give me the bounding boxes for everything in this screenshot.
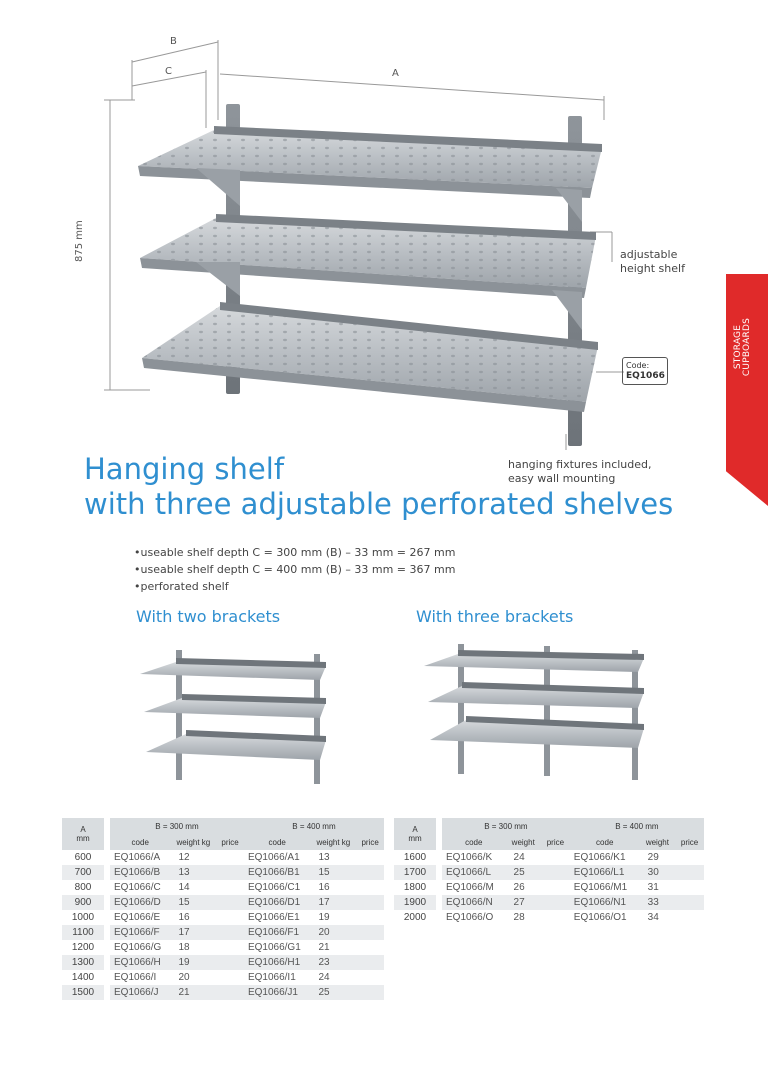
- price-header: price: [216, 835, 244, 850]
- row-weight-300: 19: [170, 955, 216, 970]
- code-header: code: [110, 835, 170, 850]
- table-row: [394, 895, 704, 910]
- row-weight-300: 21: [170, 985, 216, 1000]
- table-row: [394, 865, 704, 880]
- row-length: 1300: [62, 955, 104, 970]
- table-row: [394, 910, 704, 925]
- row-code-300: EQ1066/N: [442, 895, 506, 910]
- row-code-300: EQ1066/K: [446, 852, 493, 863]
- row-price-400: [356, 970, 384, 985]
- row-length: 1800: [403, 882, 427, 893]
- row-price-400: [356, 895, 384, 910]
- row-length: 1400: [71, 972, 95, 983]
- row-price-300: [216, 850, 244, 865]
- table-row: [394, 850, 704, 865]
- row-code-300: EQ1066/H: [110, 955, 170, 970]
- three-brackets-image: [422, 640, 654, 790]
- row-code-300: EQ1066/G: [114, 942, 162, 953]
- price-header: price: [675, 835, 704, 850]
- row-code-300: EQ1066/E: [114, 912, 161, 923]
- row-weight-300: 14: [178, 882, 190, 893]
- row-price-300: [216, 865, 244, 880]
- dimension-b-label: B: [170, 36, 177, 47]
- row-weight-400: 17: [310, 895, 356, 910]
- col-a-header: A mm: [62, 818, 104, 850]
- row-weight-300: 24: [513, 852, 525, 863]
- row-code-300: EQ1066/B: [110, 865, 170, 880]
- row-weight-400: 21: [318, 942, 330, 953]
- row-length: 700: [62, 865, 104, 880]
- row-weight-400: 29: [647, 852, 659, 863]
- row-code-300: EQ1066/F: [110, 925, 170, 940]
- row-weight-300: 15: [170, 895, 216, 910]
- spec-table-right: [394, 818, 704, 925]
- row-length: 1100: [62, 925, 104, 940]
- row-length: 800: [74, 882, 92, 893]
- code-header: code: [442, 835, 506, 850]
- row-code-300: EQ1066/C: [114, 882, 161, 893]
- feature-item: • perforated shelf: [134, 578, 455, 595]
- table-row: [62, 955, 384, 970]
- row-code-300: EQ1066/J: [110, 985, 170, 1000]
- price-header: price: [541, 835, 570, 850]
- row-price-300: [541, 910, 570, 925]
- weight-header: weight: [640, 835, 675, 850]
- row-code-300: EQ1066/A: [114, 852, 161, 863]
- row-price-300: [216, 895, 244, 910]
- row-length: 600: [74, 852, 92, 863]
- row-price-400: [675, 895, 704, 910]
- row-weight-300: 28: [513, 912, 525, 923]
- two-brackets-image: [136, 640, 336, 790]
- row-price-300: [216, 955, 244, 970]
- row-price-400: [356, 925, 384, 940]
- row-price-400: [356, 940, 384, 955]
- table-row: [394, 880, 704, 895]
- row-code-400: EQ1066/O1: [573, 912, 627, 923]
- price-header: price: [356, 835, 384, 850]
- row-price-300: [216, 880, 244, 895]
- row-length: 1700: [394, 865, 436, 880]
- row-code-300: EQ1066/D: [110, 895, 170, 910]
- row-weight-300: 13: [170, 865, 216, 880]
- shelf-diagram: [0, 0, 700, 450]
- row-code-400: EQ1066/G1: [247, 942, 301, 953]
- row-price-300: [216, 910, 244, 925]
- table-row: [62, 880, 384, 895]
- table-row: [62, 925, 384, 940]
- callout-adjustable: adjustable height shelf: [620, 248, 685, 275]
- table-row: [62, 865, 384, 880]
- b400-header: B = 400 mm: [244, 818, 384, 835]
- weight-header: weight: [506, 835, 541, 850]
- row-weight-400: 33: [640, 895, 675, 910]
- row-price-400: [356, 955, 384, 970]
- row-length: 2000: [403, 912, 427, 923]
- row-price-400: [356, 865, 384, 880]
- row-weight-400: 20: [310, 925, 356, 940]
- row-weight-400: 30: [640, 865, 675, 880]
- row-code-400: EQ1066/F1: [244, 925, 311, 940]
- row-price-300: [216, 925, 244, 940]
- row-weight-400: 13: [318, 852, 330, 863]
- row-length: 1500: [62, 985, 104, 1000]
- row-code-300: EQ1066/I: [114, 972, 157, 983]
- row-weight-400: 15: [310, 865, 356, 880]
- row-weight-300: 20: [178, 972, 190, 983]
- row-price-400: [356, 850, 384, 865]
- feature-item: • useable shelf depth C = 300 mm (B) – 33 mm = 267 mm: [134, 544, 455, 561]
- row-weight-400: 24: [318, 972, 330, 983]
- dimension-height-label: 875 mm: [74, 220, 85, 262]
- spec-table-left: [62, 818, 384, 1000]
- code-header: code: [570, 835, 640, 850]
- row-weight-300: 27: [506, 895, 541, 910]
- row-code-400: EQ1066/B1: [244, 865, 311, 880]
- row-weight-400: 16: [318, 882, 330, 893]
- weight-header: weight kg: [170, 835, 216, 850]
- weight-header: weight kg: [310, 835, 356, 850]
- row-weight-400: 19: [318, 912, 330, 923]
- row-code-400: EQ1066/L1: [570, 865, 640, 880]
- row-length: 1200: [71, 942, 95, 953]
- row-code-400: EQ1066/J1: [244, 985, 311, 1000]
- table-row: [62, 985, 384, 1000]
- table-row: [62, 895, 384, 910]
- row-code-400: EQ1066/I1: [247, 972, 296, 983]
- row-price-400: [675, 910, 704, 925]
- row-code-400: EQ1066/H1: [244, 955, 311, 970]
- row-code-400: EQ1066/A1: [247, 852, 300, 863]
- callout-fixtures: hanging fixtures included, easy wall mounting: [508, 458, 652, 485]
- row-weight-400: 31: [647, 882, 659, 893]
- row-weight-400: 34: [647, 912, 659, 923]
- row-price-300: [541, 880, 570, 895]
- row-weight-400: 23: [310, 955, 356, 970]
- row-length: 1900: [394, 895, 436, 910]
- row-weight-300: 25: [506, 865, 541, 880]
- row-code-400: EQ1066/M1: [573, 882, 628, 893]
- row-price-400: [675, 865, 704, 880]
- row-code-400: EQ1066/E1: [247, 912, 300, 923]
- variant-two-heading: With two brackets: [136, 607, 281, 626]
- row-price-300: [541, 850, 570, 865]
- row-price-300: [216, 970, 244, 985]
- dimension-c-label: C: [165, 66, 172, 77]
- row-price-300: [216, 940, 244, 955]
- row-code-400: EQ1066/C1: [247, 882, 301, 893]
- row-weight-300: 17: [170, 925, 216, 940]
- row-code-400: EQ1066/D1: [244, 895, 311, 910]
- row-price-300: [216, 985, 244, 1000]
- row-weight-300: 16: [178, 912, 190, 923]
- dimension-a-label: A: [392, 68, 399, 79]
- table-row: [62, 970, 384, 985]
- row-code-300: EQ1066/O: [446, 912, 494, 923]
- row-price-400: [356, 985, 384, 1000]
- page-title: Hanging shelf with three adjustable perforated shelves: [84, 452, 674, 521]
- code-header: code: [244, 835, 311, 850]
- b300-header: B = 300 mm: [442, 818, 570, 835]
- row-price-400: [356, 910, 384, 925]
- row-weight-400: 25: [310, 985, 356, 1000]
- table-row: [62, 940, 384, 955]
- b400-header: B = 400 mm: [570, 818, 704, 835]
- row-code-400: EQ1066/K1: [573, 852, 626, 863]
- row-length: 1600: [403, 852, 427, 863]
- table-row: [62, 910, 384, 925]
- row-price-300: [541, 895, 570, 910]
- variant-three-heading: With three brackets: [416, 607, 574, 626]
- row-code-300: EQ1066/M: [446, 882, 494, 893]
- row-code-300: EQ1066/L: [442, 865, 506, 880]
- row-weight-300: 26: [513, 882, 525, 893]
- feature-list: [134, 544, 455, 595]
- row-price-400: [675, 850, 704, 865]
- row-price-400: [356, 880, 384, 895]
- row-weight-300: 18: [178, 942, 190, 953]
- feature-item: • useable shelf depth C = 400 mm (B) – 33 mm = 367 mm: [134, 561, 455, 578]
- row-weight-300: 12: [178, 852, 190, 863]
- col-a-header: A mm: [394, 818, 436, 850]
- row-code-400: EQ1066/N1: [570, 895, 640, 910]
- row-length: 1000: [71, 912, 95, 923]
- table-row: [62, 850, 384, 865]
- b300-header: B = 300 mm: [110, 818, 244, 835]
- product-code-box: Code: EQ1066: [622, 357, 668, 385]
- row-price-400: [675, 880, 704, 895]
- row-price-300: [541, 865, 570, 880]
- row-length: 900: [62, 895, 104, 910]
- category-tab-label: STORAGE CUPBOARDS: [733, 317, 752, 377]
